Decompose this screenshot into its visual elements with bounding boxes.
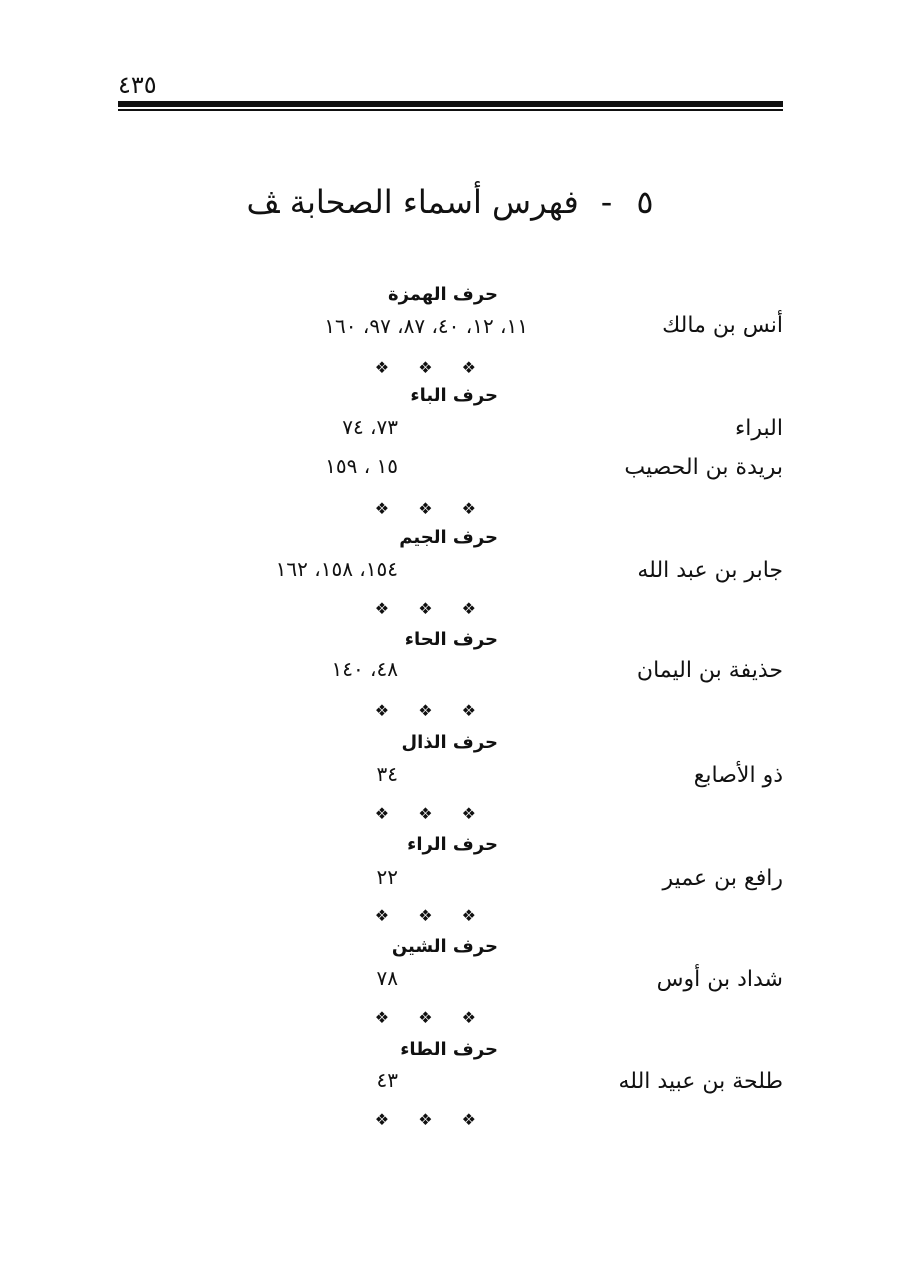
letter-header: حرف الراء: [407, 834, 498, 855]
entry-pages: ٧٨: [376, 966, 398, 990]
section-divider: ❖ ❖ ❖: [374, 499, 488, 518]
entry-pages: ١٥٤، ١٥٨، ١٦٢: [275, 557, 398, 581]
entry-pages: ٤٨، ١٤٠: [331, 657, 398, 681]
section-divider: ❖ ❖ ❖: [374, 1110, 488, 1129]
heading-dash: -: [600, 183, 613, 221]
heading-number: ٥: [636, 183, 654, 221]
index-heading: [0, 178, 900, 226]
section-divider: ❖ ❖ ❖: [374, 701, 488, 720]
letter-header: حرف الذال: [401, 732, 498, 753]
entry-pages: ١١، ١٢، ٤٠، ٨٧، ٩٧، ١٦٠: [324, 314, 528, 338]
section-divider: ❖ ❖ ❖: [374, 599, 488, 618]
letter-header: حرف الباء: [410, 385, 498, 406]
letter-header: حرف الطاء: [400, 1039, 498, 1060]
section-divider: ❖ ❖ ❖: [374, 358, 488, 377]
entry-name: حذيفة بن اليمان: [636, 658, 783, 683]
entry-pages: ٢٢: [376, 865, 398, 889]
entry-name: طلحة بن عبيد الله: [618, 1069, 783, 1094]
entry-pages: ١٥ ، ١٥٩: [325, 454, 398, 478]
header-rule-thick: [118, 101, 783, 107]
entry-name: رافع بن عمير: [662, 866, 783, 891]
letter-header: حرف الهمزة: [387, 284, 498, 305]
entry-pages: ٧٣، ٧٤: [342, 415, 398, 439]
header-rule-thin: [118, 109, 783, 111]
entry-name: أنس بن مالك: [662, 313, 783, 338]
heading-title: فهرس أسماء الصحابة ﭫ: [246, 183, 579, 221]
section-divider: ❖ ❖ ❖: [374, 906, 488, 925]
entry-name: ذو الأصابع: [693, 763, 783, 788]
section-divider: ❖ ❖ ❖: [374, 1008, 488, 1027]
entry-pages: ٤٣: [376, 1068, 398, 1092]
page-number: ٤٣٥: [118, 71, 157, 99]
entry-pages: ٣٤: [376, 762, 398, 786]
entry-name: جابر بن عبد الله: [637, 558, 783, 583]
entry-name: البراء: [734, 416, 783, 441]
letter-header: حرف الجيم: [399, 527, 498, 548]
letter-header: حرف الحاء: [404, 629, 498, 650]
section-divider: ❖ ❖ ❖: [374, 804, 488, 823]
entry-name: شداد بن أوس: [656, 967, 783, 992]
letter-header: حرف الشين: [391, 936, 498, 957]
entry-name: بريدة بن الحصيب: [624, 455, 783, 480]
